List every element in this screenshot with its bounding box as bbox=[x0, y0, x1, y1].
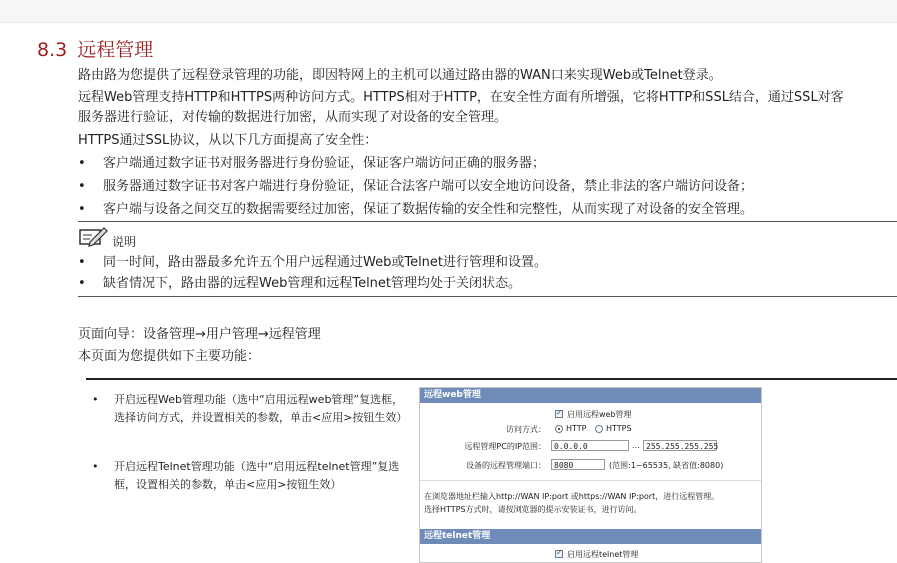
http-label: HTTP bbox=[566, 424, 587, 433]
enable-web-checkbox[interactable] bbox=[555, 410, 563, 418]
port-input[interactable]: 8080 bbox=[551, 459, 605, 470]
feature-text: 开启远程Telnet管理功能（选中“启用远程telnet管理”复选框，设置相关的参数，单击<应用>按钮生效） bbox=[114, 460, 400, 491]
access-label: 访问方式： bbox=[506, 425, 546, 434]
top-bar bbox=[0, 0, 897, 23]
bullet: • bbox=[78, 179, 86, 194]
section-heading bbox=[37, 35, 153, 62]
enable-web-label: 启用远程web管理 bbox=[567, 410, 632, 419]
web-panel-title: 远程web管理 bbox=[420, 388, 761, 403]
list-item bbox=[78, 273, 521, 294]
table-top-rule bbox=[86, 378, 897, 380]
list-item bbox=[78, 153, 545, 174]
note-label: 说明 bbox=[112, 235, 137, 249]
paragraph: HTTPS通过SSL协议，从以下几方面提高了安全性： bbox=[78, 133, 378, 148]
port-label: 设备的远程管理端口： bbox=[466, 461, 546, 470]
bullet: • bbox=[78, 156, 86, 171]
paragraph: 路由路为您提供了远程登录管理的功能，即因特网上的主机可以通过路由器的WAN口来实现Web或Telnet登录。 bbox=[78, 68, 722, 83]
features-intro: 本页面为您提供如下主要功能： bbox=[78, 349, 261, 364]
bullet: • bbox=[78, 276, 86, 291]
paragraph: 远程Web管理支持HTTP和HTTPS两种访问方式。HTTPS相对于HTTP，在安全性方面有所增强，它将HTTP和SSL结合，通过SSL对客 bbox=[78, 90, 844, 105]
web-note-2: 选择HTTPS方式时，请按浏览器的提示安装证书，进行访问。 bbox=[424, 505, 642, 514]
settings-screenshot bbox=[419, 387, 762, 563]
range-separator: ... bbox=[632, 441, 640, 450]
bullet: • bbox=[78, 255, 86, 270]
ip-to-input[interactable]: 255.255.255.255 bbox=[643, 440, 717, 451]
nav-guide: 页面向导：设备管理→用户管理→远程管理 bbox=[78, 327, 321, 342]
bullet: • bbox=[92, 460, 99, 473]
paragraph: 服务器进行验证，对传输的数据进行加密，从而实现了对设备的安全管理。 bbox=[78, 110, 508, 125]
https-label: HTTPS bbox=[606, 424, 632, 433]
section-number: 8.3 bbox=[37, 39, 68, 61]
enable-telnet-checkbox[interactable] bbox=[555, 550, 563, 558]
telnet-panel-title: 远程telnet管理 bbox=[420, 529, 761, 544]
panel-divider bbox=[420, 480, 761, 481]
list-item bbox=[78, 252, 547, 273]
feature-item bbox=[92, 391, 410, 451]
bullet: • bbox=[78, 202, 86, 217]
http-radio[interactable] bbox=[555, 425, 563, 433]
list-item bbox=[78, 199, 753, 220]
bullet: • bbox=[92, 393, 99, 406]
ip-from-input[interactable]: 0.0.0.0 bbox=[551, 440, 629, 451]
feature-item bbox=[92, 458, 410, 518]
note-pencil-icon bbox=[78, 226, 108, 248]
enable-telnet-label: 启用远程telnet管理 bbox=[567, 550, 639, 559]
list-item-text: 客户端与设备之间交互的数据需要经过加密，保证了数据传输的安全性和完整性，从而实现了对设备的安全管理。 bbox=[103, 202, 754, 217]
feature-text: 开启远程Web管理功能（选中“启用远程web管理”复选框，选择访问方式，并设置相关的参数，单击<应用>按钮生效） bbox=[114, 393, 408, 424]
list-item-text: 客户端通过数字证书对服务器进行身份验证，保证客户端访问正确的服务器； bbox=[103, 156, 546, 171]
section-title: 远程管理 bbox=[77, 39, 154, 61]
list-item-text: 缺省情况下，路由器的远程Web管理和远程Telnet管理均处于关闭状态。 bbox=[103, 276, 522, 291]
web-note-1: 在浏览器地址栏输入http://WAN IP:port 或https://WAN IP:port，进行远程管理。 bbox=[424, 492, 720, 501]
ip-range-label: 远程管理PC的IP范围： bbox=[464, 442, 546, 451]
divider bbox=[78, 221, 897, 222]
list-item-text: 服务器通过数字证书对客户端进行身份验证，保证合法客户端可以安全地访问设备，禁止非法的客户端访问设备； bbox=[103, 179, 754, 194]
port-hint: (范围:1~65535, 缺省值:8080) bbox=[609, 461, 724, 470]
https-radio[interactable] bbox=[595, 425, 603, 433]
list-item bbox=[78, 176, 753, 197]
list-item-text: 同一时间，路由器最多允许五个用户远程通过Web或Telnet进行管理和设置。 bbox=[103, 255, 548, 270]
divider bbox=[78, 296, 897, 297]
